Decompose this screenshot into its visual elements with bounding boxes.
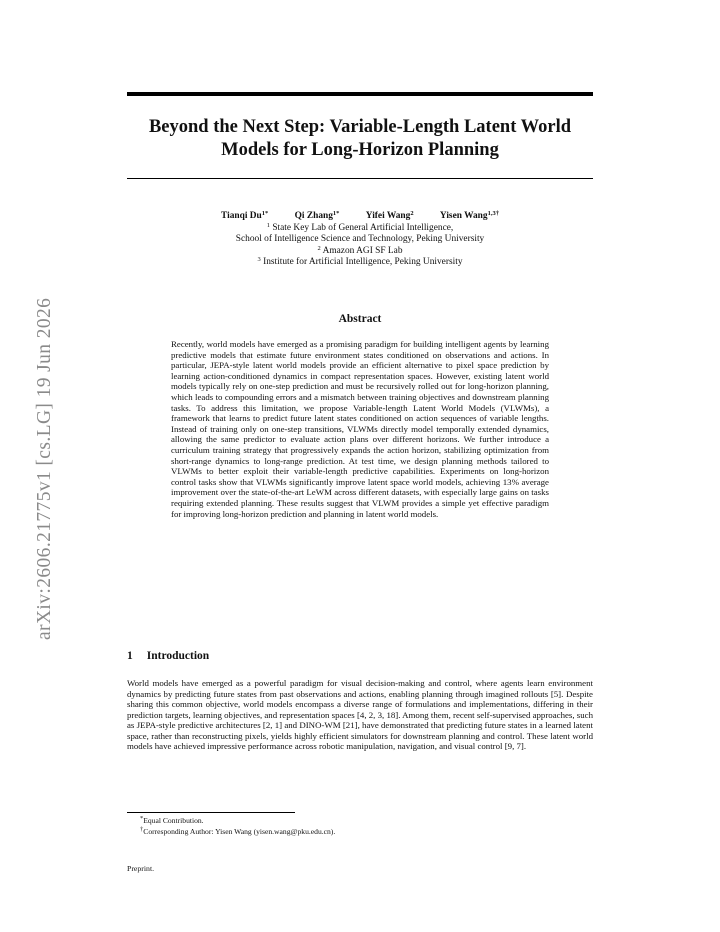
abstract-body: Recently, world models have emerged as a promising paradigm for building intelligent agents by learning predictive models that estimate future environment states conditioned on observations and actions. In particular, JEPA-style latent world models provide an efficient alternative to pixel space prediction by learning action-conditioned dynamics in compact representation spaces. However, existing latent world models typically rely on one-step prediction and must be recursively rolled out for long-horizon planning, which leads to compounding errors and a mismatch between training objectives and downstream planning tasks. To address this limitation, we propose Variable-length Latent World Models (VLWMs), a framework that learns to predict future latent states conditioned on action sequences of variable lengths. Instead of training only on one-step transitions, VLWMs directly model temporally extended dynamics, allowing the same predictor to evaluate action plans over different horizons. We further introduce a curriculum training strategy that progressively expands the action horizon, stabilizing optimization from short-range dynamics to long-range prediction. At test time, we design planning methods tailored to VLWMs to better exploit their variable-length predictive capabilities. Experiments on long-horizon control tasks show that VLWMs significantly improve latent space world models, achieving 13% average improvement over the state-of-the-art LeWM across different datasets, with especially large gains on tasks requiring extended planning. These results suggest that VLWM provides a simple yet effective paradigm for improving long-horizon prediction and planning in latent world models. (171, 339, 549, 519)
section-number: 1 (127, 650, 133, 662)
author-4: Yisen Wang$^{1,3\dagger}$ (439, 210, 499, 221)
abstract-heading: Abstract (338, 313, 382, 325)
arxiv-identifier: arXiv:2606.21775v1 [cs.LG] 19 Jun 2026 (34, 297, 55, 640)
title-line-2: Models for Long-Horizon Planning (221, 140, 499, 160)
affiliation-3: $^3$ Institute for Artificial Intelligence, Peking University (257, 256, 463, 267)
title-top-rule (127, 92, 593, 96)
affiliation-2: $^2$ Amazon AGI SF Lab (317, 244, 403, 256)
author-2: Qi Zhang$^{1*}$ (294, 210, 340, 221)
preprint-label: Preprint. (127, 864, 155, 873)
author-block (140, 211, 580, 269)
section-title: Introduction (146, 650, 210, 662)
title-line-1: Beyond the Next Step: Variable-Length Latent World (148, 117, 572, 137)
affiliation-1-line-2: School of Intelligence Science and Technology, Peking University (235, 234, 485, 244)
author-1: Tianqi $Du^{1*}$ (221, 210, 269, 221)
footnote-rule (127, 812, 295, 813)
footnote-equal-contribution: *Equal Contribution. (140, 815, 204, 825)
section-heading (127, 650, 209, 662)
footnote-corresponding-author: †Corresponding Author: Yisen Wang (yisen.wang@pku.edu.cn). (140, 826, 336, 836)
paper-title (110, 116, 610, 162)
affiliation-1: $^1$ State Key Lab of General Artificial Intelligence, (266, 221, 454, 233)
author-3: Yifei Wang$^2$ (365, 210, 414, 221)
introduction-paragraph: World models have emerged as a powerful paradigm for visual decision-making and control, where agents learn environment dynamics by predicting future states from past observations and actions, enabling planning through imagined rollouts [5]. Despite sharing this common objective, world models encompass a diverse range of formulations and implementations, differing in their prediction targets, learning objectives, and representation spaces [4, 2, 3, 18]. Among them, recent self-supervised approaches, such as JEPA-style predictive architectures [2, 1] and DINO-WM [21], have demonstrated that predicting future states in a learned latent space, rather than reconstructing pixels, yields highly efficient simulators for downstream planning and control. These latent world models have achieved impressive performance across robotic manipulation, navigation, and visual control [9, 7]. (127, 678, 593, 752)
author-names (140, 211, 580, 223)
title-bottom-rule (127, 178, 593, 179)
